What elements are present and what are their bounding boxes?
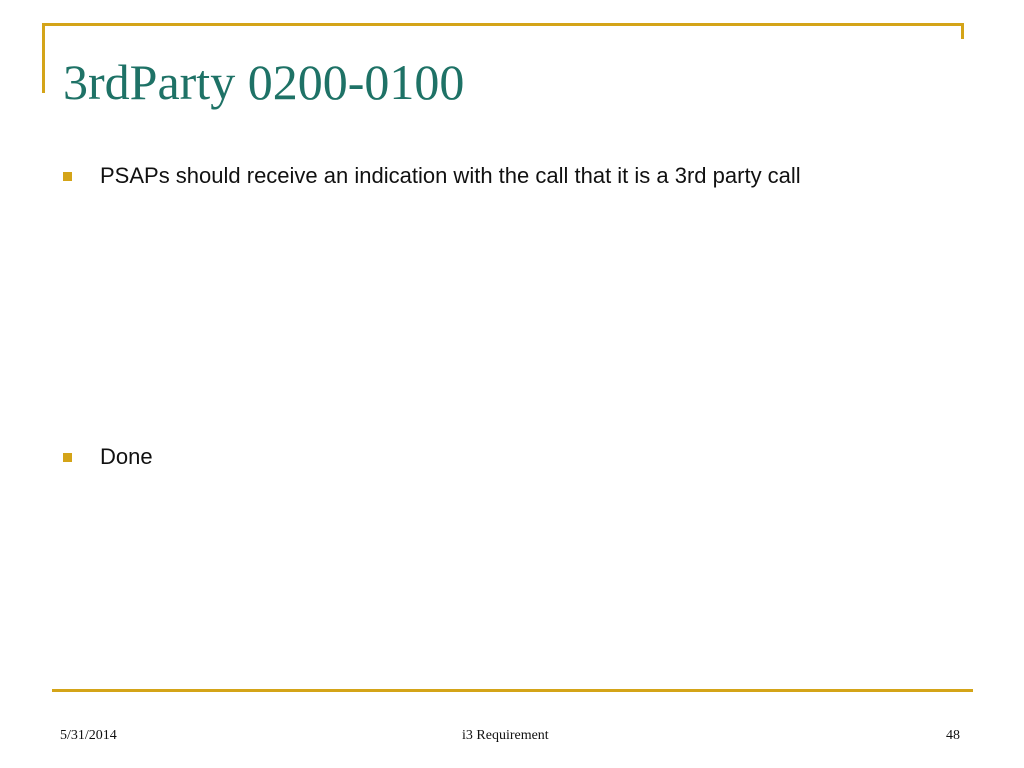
frame-left-rule	[42, 23, 45, 93]
footer-title: i3 Requirement	[462, 728, 549, 743]
square-bullet-icon	[63, 172, 72, 181]
bullet-text: PSAPs should receive an indication with the call that it is a 3rd party call	[100, 163, 801, 188]
bullet-text: Done	[100, 444, 153, 469]
footer-date: 5/31/2014	[60, 728, 117, 743]
page-number: 48	[946, 728, 960, 743]
square-bullet-icon	[63, 453, 72, 462]
frame-right-tick	[961, 23, 964, 39]
slide-title: 3rdParty 0200-0100	[63, 54, 465, 110]
bullet-item	[63, 443, 153, 471]
bullet-item	[63, 162, 801, 190]
footer-rule	[52, 689, 973, 692]
frame-top-rule	[42, 23, 964, 26]
